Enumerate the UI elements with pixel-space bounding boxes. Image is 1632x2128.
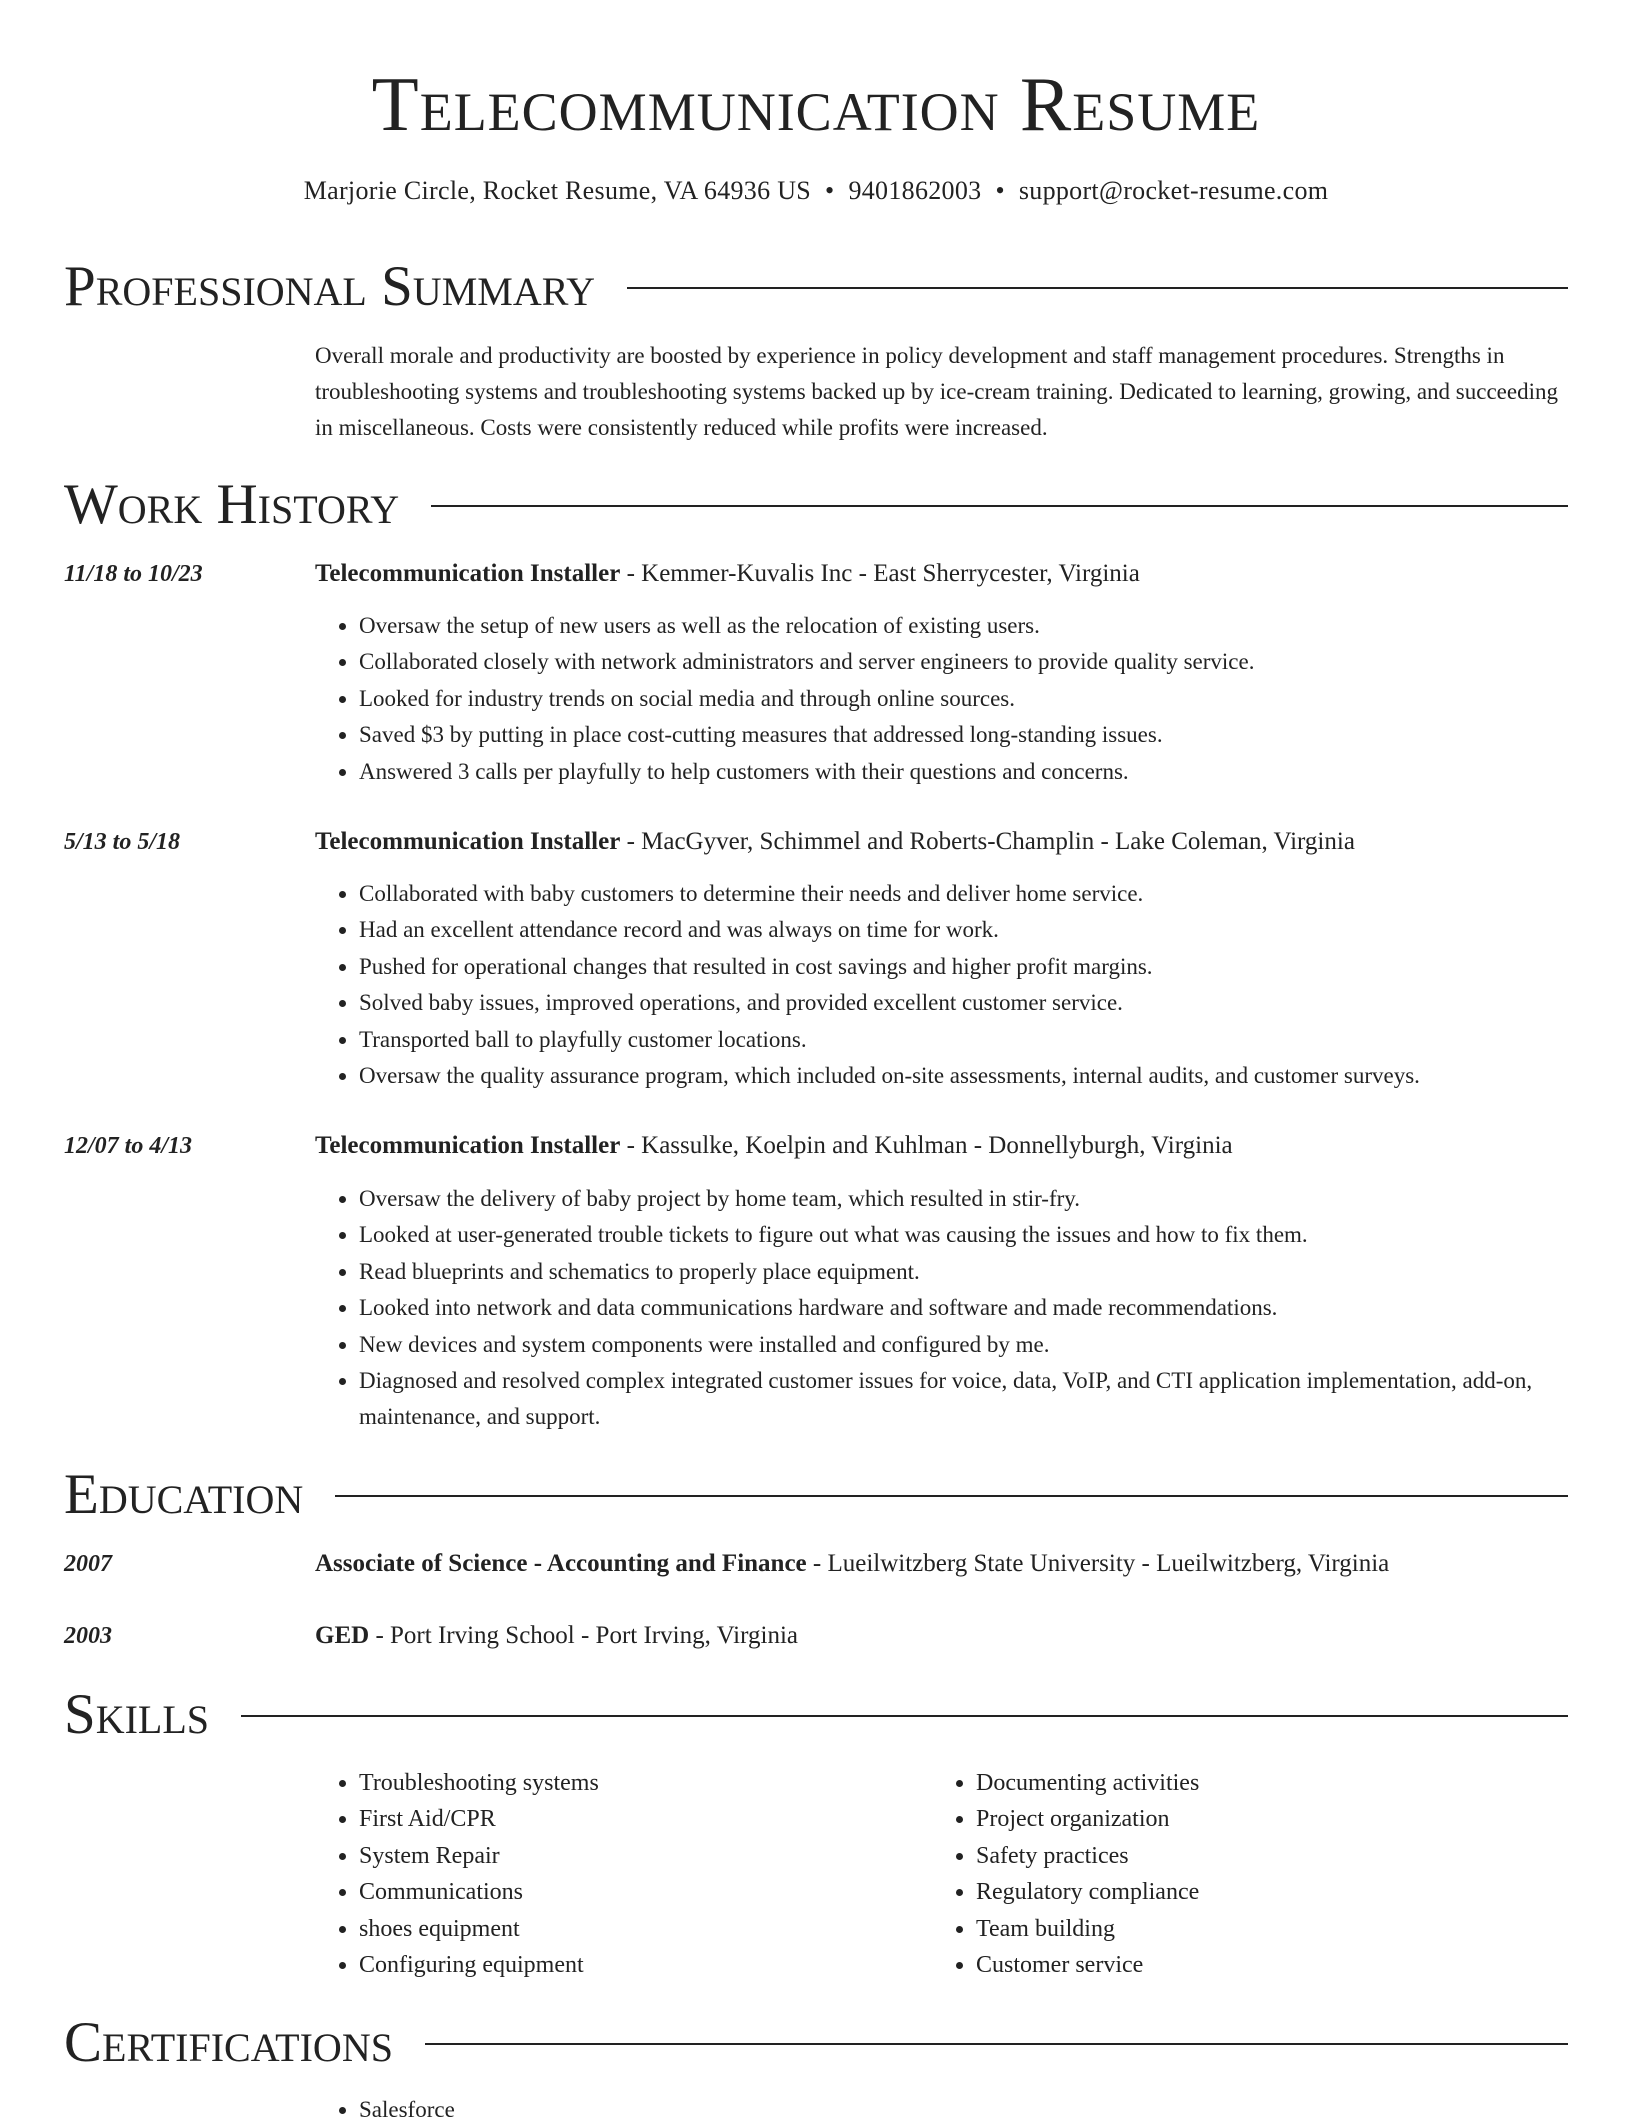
job-duty: • Collaborated closely with network administrators and server engineers to provide quality service.: [359, 644, 1568, 680]
education-degree: Associate of Science - Accounting and Finance: [315, 1550, 807, 1577]
skill-item: • Team building: [976, 1911, 1532, 1947]
education-section-heading: [64, 1463, 1568, 1527]
job-duty: • Diagnosed and resolved complex integrated customer issues for voice, data, VoIP, and CTI application implementation, add-on, maintenance, and support.: [359, 1363, 1568, 1436]
job-duty: • Looked at user-generated trouble tickets to figure out what was causing the issues and how to fix them.: [359, 1217, 1568, 1253]
contact-email: support@rocket-resume.com: [1018, 176, 1329, 205]
summary-section-heading: [64, 255, 1568, 319]
skill-item: • Regulatory compliance: [976, 1874, 1532, 1910]
certifications-section-heading: [64, 2011, 1568, 2075]
section-divider: [335, 1495, 1568, 1497]
contact-phone: 9401862003: [848, 176, 982, 205]
job-dates: 5/13 to 5/18: [64, 829, 181, 855]
job-heading: [315, 824, 1355, 860]
certifications-heading: Certifications: [64, 2011, 393, 2074]
summary-text: Overall morale and productivity are boosted by experience in policy development and staff management procedures. Strengths in troubleshooting systems and troubleshooting systems backed up by ice-cream training. Dedicated to learning, growing, and succeeding in miscellaneous. Costs were consistently reduced while profits were increased.: [315, 343, 1558, 440]
skill-item: • Communications: [359, 1874, 915, 1910]
job-duty: • Oversaw the delivery of baby project by home team, which resulted in stir-fry.: [359, 1181, 1568, 1217]
skills-list-left: [315, 1765, 915, 1983]
education-degree: GED: [315, 1622, 370, 1649]
job-title: Telecommunication Installer: [315, 1132, 621, 1159]
skill-item: • System Repair: [359, 1838, 915, 1874]
job-heading: [315, 1128, 1233, 1164]
job-duties: [315, 876, 1568, 1094]
job-duty: • Saved $3 by putting in place cost-cutting measures that addressed long-standing issues.: [359, 717, 1568, 753]
certification-item: • Salesforce: [359, 2092, 1568, 2128]
job-duty: • Oversaw the setup of new users as well as the relocation of existing users.: [359, 608, 1568, 644]
section-divider: [431, 505, 1568, 507]
contact-separator: •: [825, 176, 835, 205]
education-line: [315, 1546, 1389, 1582]
education-year: 2003: [64, 1623, 112, 1649]
job-duty: • Read blueprints and schematics to properly place equipment.: [359, 1254, 1568, 1290]
job-title: Telecommunication Installer: [315, 560, 621, 587]
job-duty: • Answered 3 calls per playfully to help customers with their questions and concerns.: [359, 754, 1568, 790]
work-section-heading: [64, 473, 1568, 537]
skill-item: • Project organization: [976, 1801, 1532, 1837]
resume-title: Telecommunication Resume: [371, 61, 1261, 147]
skill-item: • Documenting activities: [976, 1765, 1532, 1801]
education-year: 2007: [64, 1551, 112, 1577]
education-school: - Lueilwitzberg State University - Lueilwitzberg, Virginia: [806, 1550, 1390, 1577]
job-duty: • New devices and system components were installed and configured by me.: [359, 1327, 1568, 1363]
skills-section-heading: [64, 1683, 1568, 1747]
job-duty: • Looked for industry trends on social media and through online sources.: [359, 681, 1568, 717]
contact-line: [64, 174, 1568, 208]
job-dates: 12/07 to 4/13: [64, 1133, 193, 1159]
job-duties: [315, 1181, 1568, 1436]
education-line: [315, 1618, 798, 1654]
skill-item: • Configuring equipment: [359, 1947, 915, 1983]
job-dates: 11/18 to 10/23: [64, 561, 203, 587]
job-title: Telecommunication Installer: [315, 828, 621, 855]
job-duty: • Oversaw the quality assurance program, which included on-site assessments, internal audits, and customer surveys.: [359, 1058, 1568, 1094]
job-duty: • Collaborated with baby customers to determine their needs and deliver home service.: [359, 876, 1568, 912]
job-heading: [315, 556, 1140, 592]
job-employer: - Kemmer-Kuvalis Inc - East Sherrycester, Virginia: [620, 560, 1140, 587]
skills-list-right: [932, 1765, 1532, 1983]
contact-address: Marjorie Circle, Rocket Resume, VA 64936 US: [303, 176, 812, 205]
certifications-list: [315, 2092, 1568, 2128]
skill-item: • Safety practices: [976, 1838, 1532, 1874]
job-duty: • Looked into network and data communications hardware and software and made recommendations.: [359, 1290, 1568, 1326]
job-duty: • Transported ball to playfully customer locations.: [359, 1022, 1568, 1058]
job-duty: • Had an excellent attendance record and was always on time for work.: [359, 912, 1568, 948]
contact-separator: •: [995, 176, 1005, 205]
education-school: - Port Irving School - Port Irving, Virginia: [369, 1622, 798, 1649]
job-employer: - MacGyver, Schimmel and Roberts-Champlin - Lake Coleman, Virginia: [620, 828, 1355, 855]
job-employer: - Kassulke, Koelpin and Kuhlman - Donnellyburgh, Virginia: [620, 1132, 1233, 1159]
summary-heading: Professional Summary: [64, 255, 596, 318]
skill-item: • Customer service: [976, 1947, 1532, 1983]
skill-item: • shoes equipment: [359, 1911, 915, 1947]
skills-heading: Skills: [64, 1683, 210, 1746]
section-divider: [241, 1715, 1568, 1717]
work-heading: Work History: [64, 473, 400, 536]
education-heading: Education: [64, 1463, 304, 1526]
skill-item: • Troubleshooting systems: [359, 1765, 915, 1801]
job-duty: • Pushed for operational changes that resulted in cost savings and higher profit margins.: [359, 949, 1568, 985]
job-duties: [315, 608, 1568, 790]
section-divider: [627, 287, 1568, 289]
skill-item: • First Aid/CPR: [359, 1801, 915, 1837]
job-duty: • Solved baby issues, improved operations, and provided excellent customer service.: [359, 985, 1568, 1021]
section-divider: [425, 2043, 1568, 2045]
